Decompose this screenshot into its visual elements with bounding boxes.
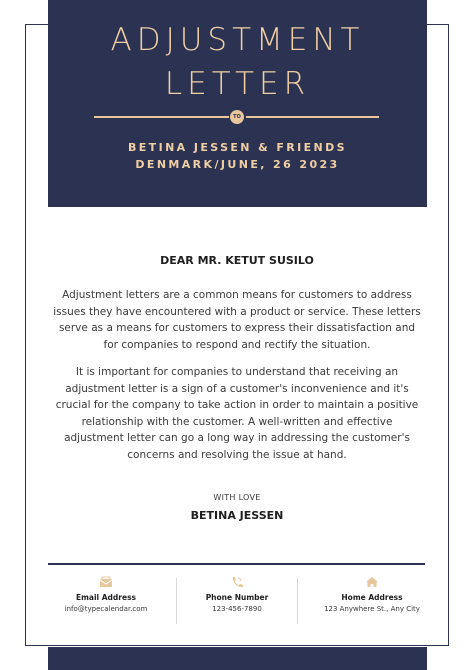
email-label: Email Address <box>75 593 136 602</box>
title-line-1: ADJUSTMENT <box>110 22 365 58</box>
phone-icon <box>177 576 297 588</box>
recipient-line: BETINA JESSEN & FRIENDS <box>127 141 348 154</box>
home-icon <box>312 576 432 588</box>
signer-name: BETINA JESSEN <box>190 509 284 522</box>
phone-value[interactable]: 123-456-7890 <box>212 605 262 613</box>
address-value: 123 Anywhere St., Any City <box>324 605 420 613</box>
footer-phone <box>177 576 297 613</box>
to-badge: TO <box>230 110 244 124</box>
header-banner <box>48 0 427 207</box>
envelope-icon <box>46 576 166 588</box>
divider-right <box>246 116 379 118</box>
date-line: DENMARK/JUNE, 26 2023 <box>135 158 340 171</box>
footer-address <box>312 576 432 613</box>
title-line-2: LETTER <box>164 66 311 102</box>
footer-email <box>46 576 166 613</box>
address-label: Home Address <box>341 593 403 602</box>
paragraph-2: It is important for companies to understand that receiving an adjustment letter is a sign of a customer's inconvenience and it's crucial for the company to take action in order to maintain a positive relationship with the customer. A well-written and effective adjustment letter can go a long way in addressing the customer's concerns and resolving the issue at hand. <box>55 366 419 461</box>
salutation: DEAR MR. KETUT SUSILO <box>160 254 314 267</box>
phone-label: Phone Number <box>205 593 269 602</box>
paragraph-1: Adjustment letters are a common means for customers to address issues they have encountered with a product or service. These letters serve as a means for customers to express their dissatisfaction and for companies to respond and rectify the situation. <box>53 289 421 351</box>
closing: WITH LOVE <box>213 493 261 502</box>
email-value[interactable]: info@typecalendar.com <box>64 605 148 613</box>
footer-separator <box>297 578 298 624</box>
divider-left <box>94 116 229 118</box>
footer-divider <box>48 563 425 565</box>
footer-band <box>48 647 427 670</box>
